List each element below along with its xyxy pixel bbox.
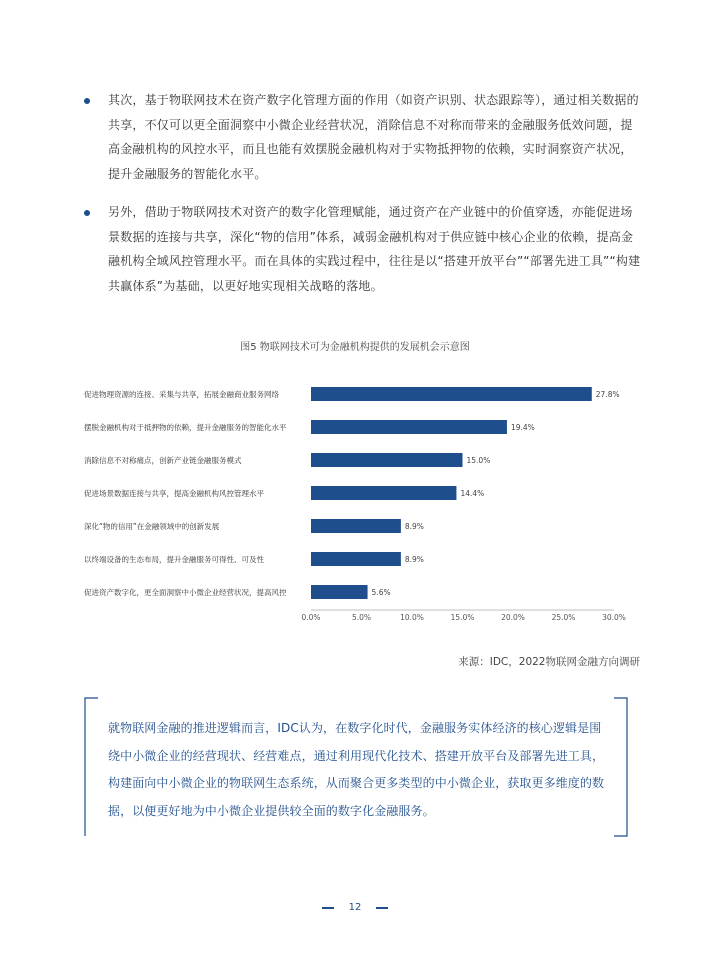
x-tick-label: 10.0%	[400, 613, 424, 622]
value-label: 8.9%	[404, 522, 424, 531]
value-label: 15.0%	[466, 456, 491, 465]
bar	[311, 519, 401, 533]
bullet-icon	[84, 98, 90, 104]
value-label: 27.8%	[595, 390, 620, 399]
bar	[311, 486, 456, 500]
bar	[311, 387, 592, 401]
source-note: 来源：IDC，2022物联网金融方向调研	[458, 656, 640, 668]
bullet-icon	[84, 210, 90, 216]
x-tick-label: 25.0%	[551, 613, 576, 622]
footer-dash-right	[376, 907, 388, 909]
value-label: 19.4%	[510, 423, 535, 432]
paragraph-1	[84, 88, 644, 186]
quote-text: 就物联网金融的推进逻辑而言，IDC认为，在数字化时代，金融服务实体经济的核心逻辑是围绕中小微企业的经营现状、经营难点，通过利用现代化技术、搭建开放平台及部署先进工具，构建面向中小微企业的物联网生态系统，从而聚合更多类型的中小微企业，获取更多维度的数据，以便更好地为中小微企业提供较全面的数字化金融服务。	[108, 721, 605, 818]
bar-chart	[0, 360, 710, 640]
category-label: 摆脱金融机构对于抵押物的依赖，提升金融服务的智能化水平	[84, 423, 287, 432]
category-label: 消除信息不对称痛点，创新产业链金融服务模式	[84, 456, 242, 465]
category-label: 以终端设备的生态布局，提升金融服务可得性、可及性	[84, 555, 264, 564]
paragraph-1-text: 其次，基于物联网技术在资产数字化管理方面的作用（如资产识别、状态跟踪等），通过相关数据的共享，不仅可以更全面洞察中小微企业经营状况，消除信息不对称而带来的金融服务低效问题，提高金融机构的风控水平，而且也能有效摆脱金融机构对于实物抵押物的依赖，实时洞察资产状况，提升金融服务的智能化水平。	[108, 93, 639, 181]
category-label: 促进物理资源的连接、采集与共享，拓展金融商业服务网络	[84, 390, 279, 399]
bar	[311, 420, 507, 434]
x-tick-label: 30.0%	[602, 613, 626, 622]
paragraph-2	[84, 200, 644, 298]
category-label: 促进资产数字化，更全面洞察中小微企业经营状况，提高风控	[84, 588, 287, 597]
x-tick-label: 15.0%	[450, 613, 475, 622]
footer-dash-left	[322, 907, 334, 909]
x-tick-label: 20.0%	[501, 613, 525, 622]
value-label: 14.4%	[460, 489, 485, 498]
value-label: 5.6%	[371, 588, 391, 597]
chart-title: 图5 物联网技术可为金融机构提供的发展机会示意图	[240, 342, 470, 353]
page-footer	[0, 897, 710, 916]
paragraph-2-text: 另外，借助于物联网技术对资产的数字化管理赋能，通过资产在产业链中的价值穿透，亦能促进场景数据的连接与共享，深化“物的信用”体系，减弱金融机构对于供应链中核心企业的依赖，提高金融机构全域风控管理水平。而在具体的实践过程中，往往是以“搭建开放平台”“部署先进工具”“构建共赢体系”为基础，以更好地实现相关战略的落地。	[108, 205, 641, 293]
bar	[311, 453, 463, 467]
bar	[311, 552, 401, 566]
category-label: 深化“物的信用”在金融领域中的创新发展	[84, 522, 220, 531]
category-label: 促进场景数据连接与共享，提高金融机构风控管理水平	[84, 489, 264, 498]
x-tick-label: 0.0%	[301, 613, 321, 622]
value-label: 8.9%	[404, 555, 424, 564]
bar	[311, 585, 368, 599]
x-tick-label: 5.0%	[351, 613, 372, 622]
page-number: 12	[348, 902, 362, 913]
